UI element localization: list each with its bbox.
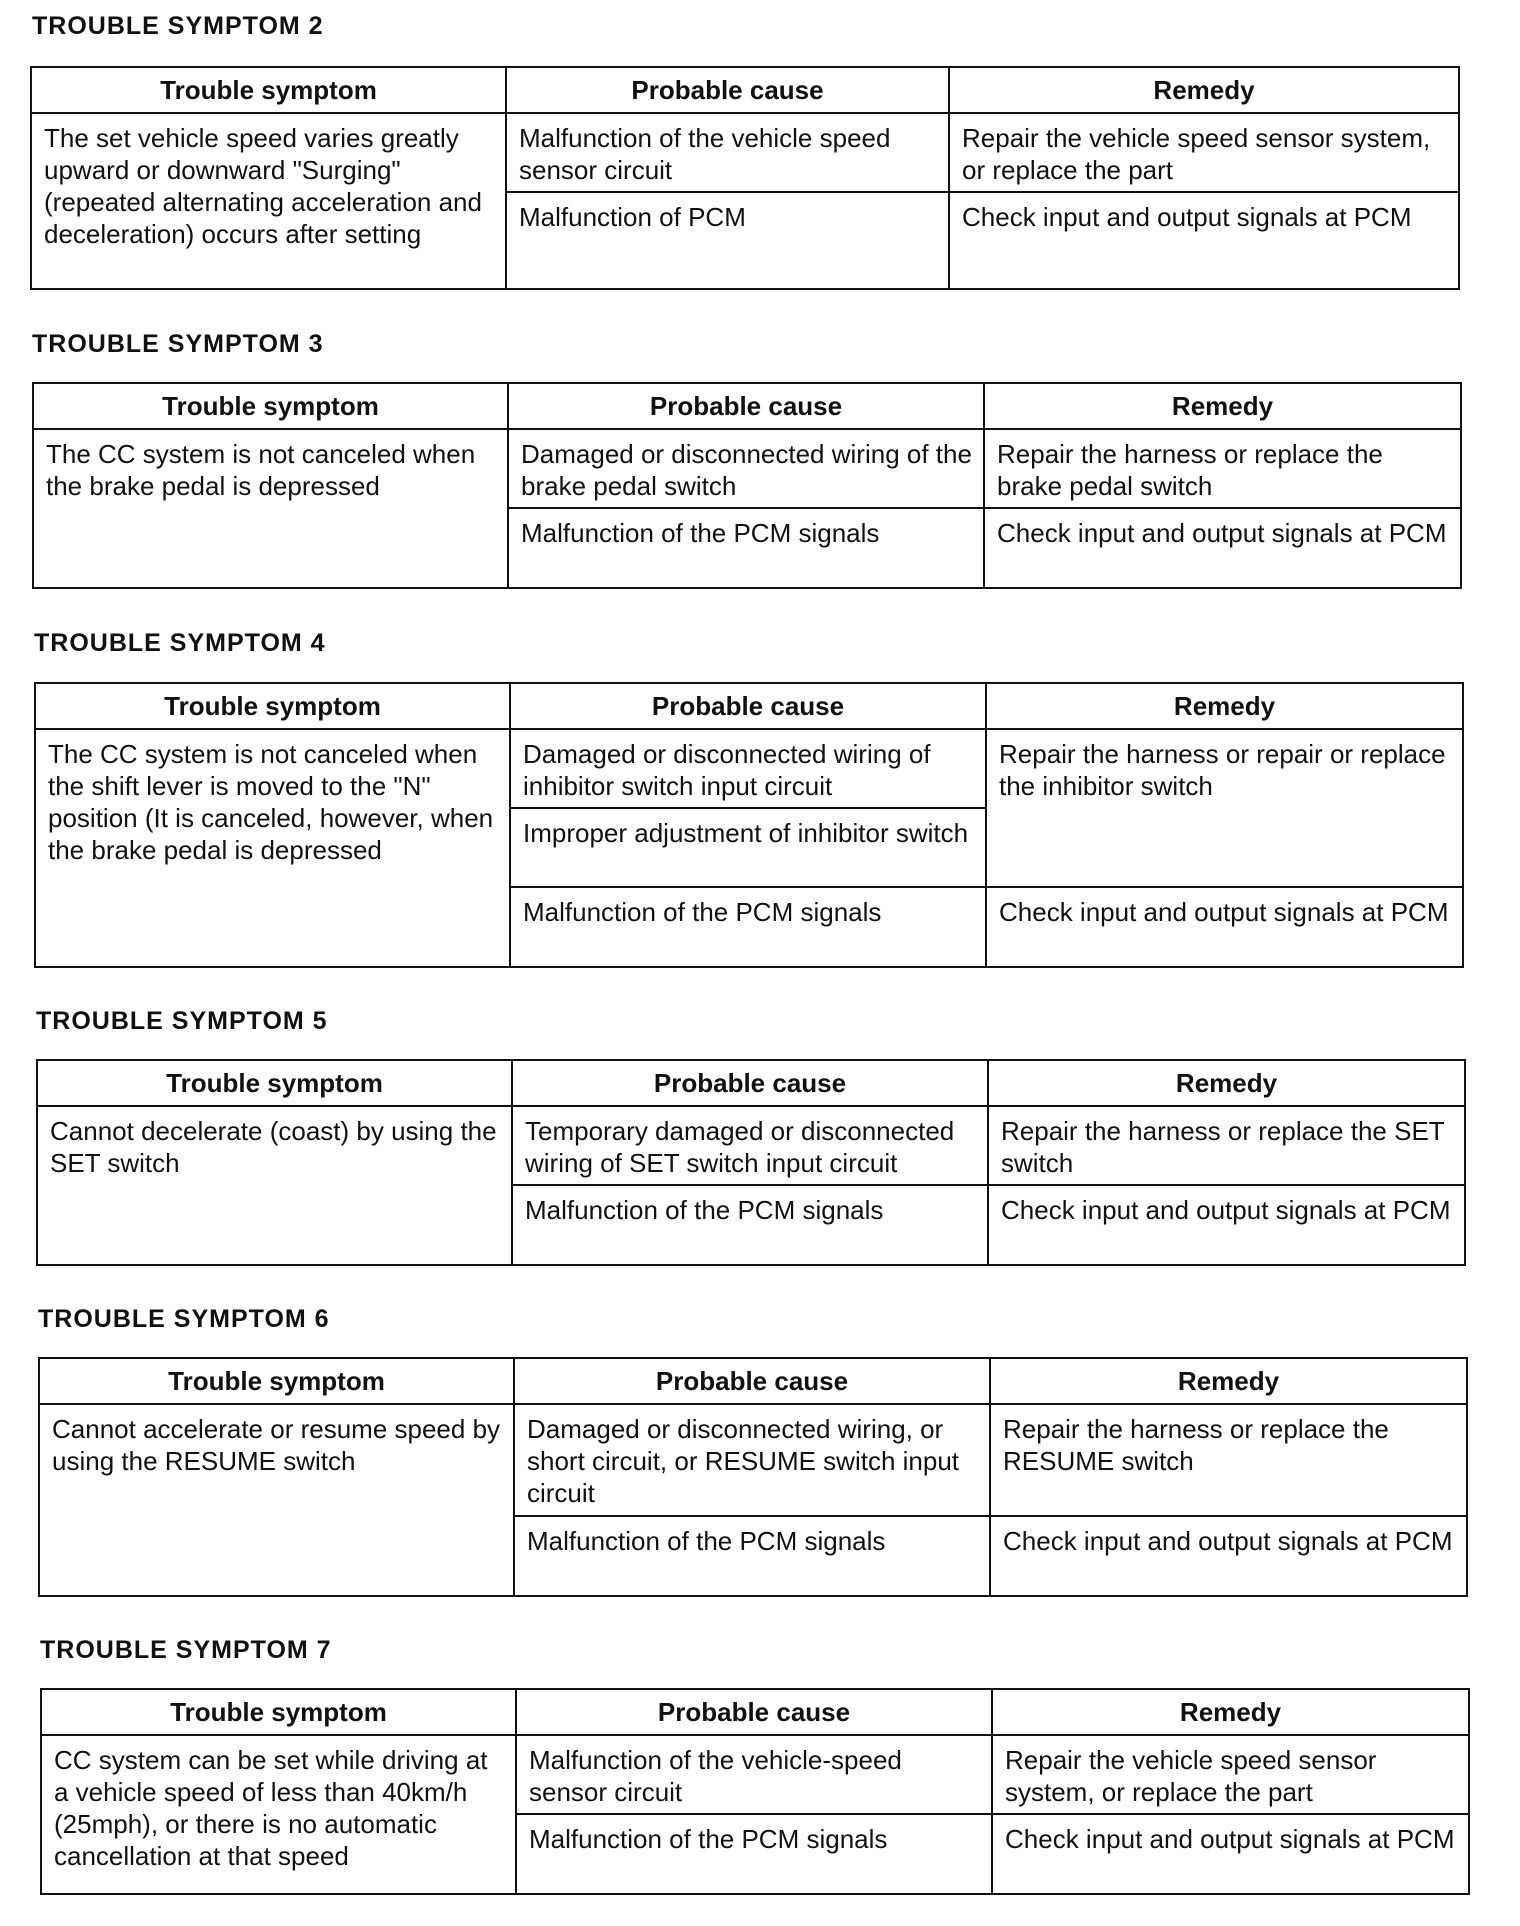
table-header-row [35,683,1463,729]
table-header-row [31,67,1459,113]
cause-cell: Malfunction of the PCM signals [516,1814,992,1894]
remedy-cell: Repair the harness or replace the brake pedal switch [984,429,1461,508]
cause-cell: Malfunction of PCM [506,192,949,289]
header-trouble-symptom: Trouble symptom [37,1060,512,1106]
remedy-cell: Repair the harness or replace the SET switch [988,1106,1465,1185]
header-remedy: Remedy [990,1358,1467,1404]
remedy-cell: Check input and output signals at PCM [990,1516,1467,1596]
cause-cell: Malfunction of the PCM signals [508,508,984,588]
table-row [33,429,1461,508]
header-remedy: Remedy [986,683,1463,729]
header-probable-cause: Probable cause [510,683,986,729]
cause-cell: Malfunction of the PCM signals [514,1516,990,1596]
trouble-table-3 [32,382,1462,589]
table-header-row [41,1689,1469,1735]
cause-cell: Malfunction of the vehicle speed sensor circuit [506,113,949,192]
table-row [31,113,1459,192]
table-header-row [39,1358,1467,1404]
remedy-cell: Repair the harness or repair or replace the inhibitor switch [986,729,1463,887]
cause-cell: Temporary damaged or disconnected wiring of SET switch input circuit [512,1106,988,1185]
cause-cell: Damaged or disconnected wiring, or short circuit, or RESUME switch input circuit [514,1404,990,1516]
header-probable-cause: Probable cause [514,1358,990,1404]
symptom-cell: The CC system is not canceled when the shift lever is moved to the "N" position (It is canceled, however, when the brake pedal is depressed [35,729,510,967]
section-heading-5: TROUBLE SYMPTOM 5 [36,1007,328,1035]
header-remedy: Remedy [988,1060,1465,1106]
header-probable-cause: Probable cause [516,1689,992,1735]
cause-cell: Malfunction of the vehicle-speed sensor circuit [516,1735,992,1814]
trouble-table-4 [34,682,1464,968]
header-remedy: Remedy [992,1689,1469,1735]
trouble-table-7 [40,1688,1470,1895]
symptom-cell: Cannot accelerate or resume speed by using the RESUME switch [39,1404,514,1596]
header-remedy: Remedy [949,67,1459,113]
remedy-cell: Check input and output signals at PCM [949,192,1459,289]
remedy-cell: Check input and output signals at PCM [988,1185,1465,1265]
trouble-table-2 [30,66,1460,290]
remedy-cell: Repair the vehicle speed sensor system, or replace the part [992,1735,1469,1814]
section-heading-4: TROUBLE SYMPTOM 4 [34,629,326,657]
header-probable-cause: Probable cause [506,67,949,113]
header-trouble-symptom: Trouble symptom [41,1689,516,1735]
cause-cell: Damaged or disconnected wiring of inhibitor switch input circuit [510,729,986,808]
symptom-cell: The CC system is not canceled when the brake pedal is depressed [33,429,508,588]
remedy-cell: Check input and output signals at PCM [992,1814,1469,1894]
section-heading-2: TROUBLE SYMPTOM 2 [32,12,324,40]
table-row [37,1106,1465,1185]
header-trouble-symptom: Trouble symptom [35,683,510,729]
table-row [39,1404,1467,1516]
cause-cell: Malfunction of the PCM signals [512,1185,988,1265]
header-remedy: Remedy [984,383,1461,429]
cause-cell: Improper adjustment of inhibitor switch [510,808,986,887]
remedy-cell: Check input and output signals at PCM [984,508,1461,588]
symptom-cell: CC system can be set while driving at a vehicle speed of less than 40km/h (25mph), or there is no automatic cancellation at that speed [41,1735,516,1894]
remedy-cell: Repair the vehicle speed sensor system, or replace the part [949,113,1459,192]
table-header-row [33,383,1461,429]
header-trouble-symptom: Trouble symptom [31,67,506,113]
cause-cell: Damaged or disconnected wiring of the brake pedal switch [508,429,984,508]
remedy-cell: Check input and output signals at PCM [986,887,1463,967]
symptom-cell: Cannot decelerate (coast) by using the SET switch [37,1106,512,1265]
table-header-row [37,1060,1465,1106]
header-trouble-symptom: Trouble symptom [39,1358,514,1404]
table-row [35,729,1463,808]
cause-cell: Malfunction of the PCM signals [510,887,986,967]
header-trouble-symptom: Trouble symptom [33,383,508,429]
section-heading-6: TROUBLE SYMPTOM 6 [38,1305,330,1333]
symptom-cell: The set vehicle speed varies greatly upward or downward "Surging" (repeated alternating acceleration and deceleration) occurs after setting [31,113,506,289]
trouble-table-6 [38,1357,1468,1597]
section-heading-7: TROUBLE SYMPTOM 7 [40,1636,332,1664]
remedy-cell: Repair the harness or replace the RESUME switch [990,1404,1467,1516]
section-heading-3: TROUBLE SYMPTOM 3 [32,330,324,358]
trouble-table-5 [36,1059,1466,1266]
table-row [41,1735,1469,1814]
header-probable-cause: Probable cause [512,1060,988,1106]
header-probable-cause: Probable cause [508,383,984,429]
